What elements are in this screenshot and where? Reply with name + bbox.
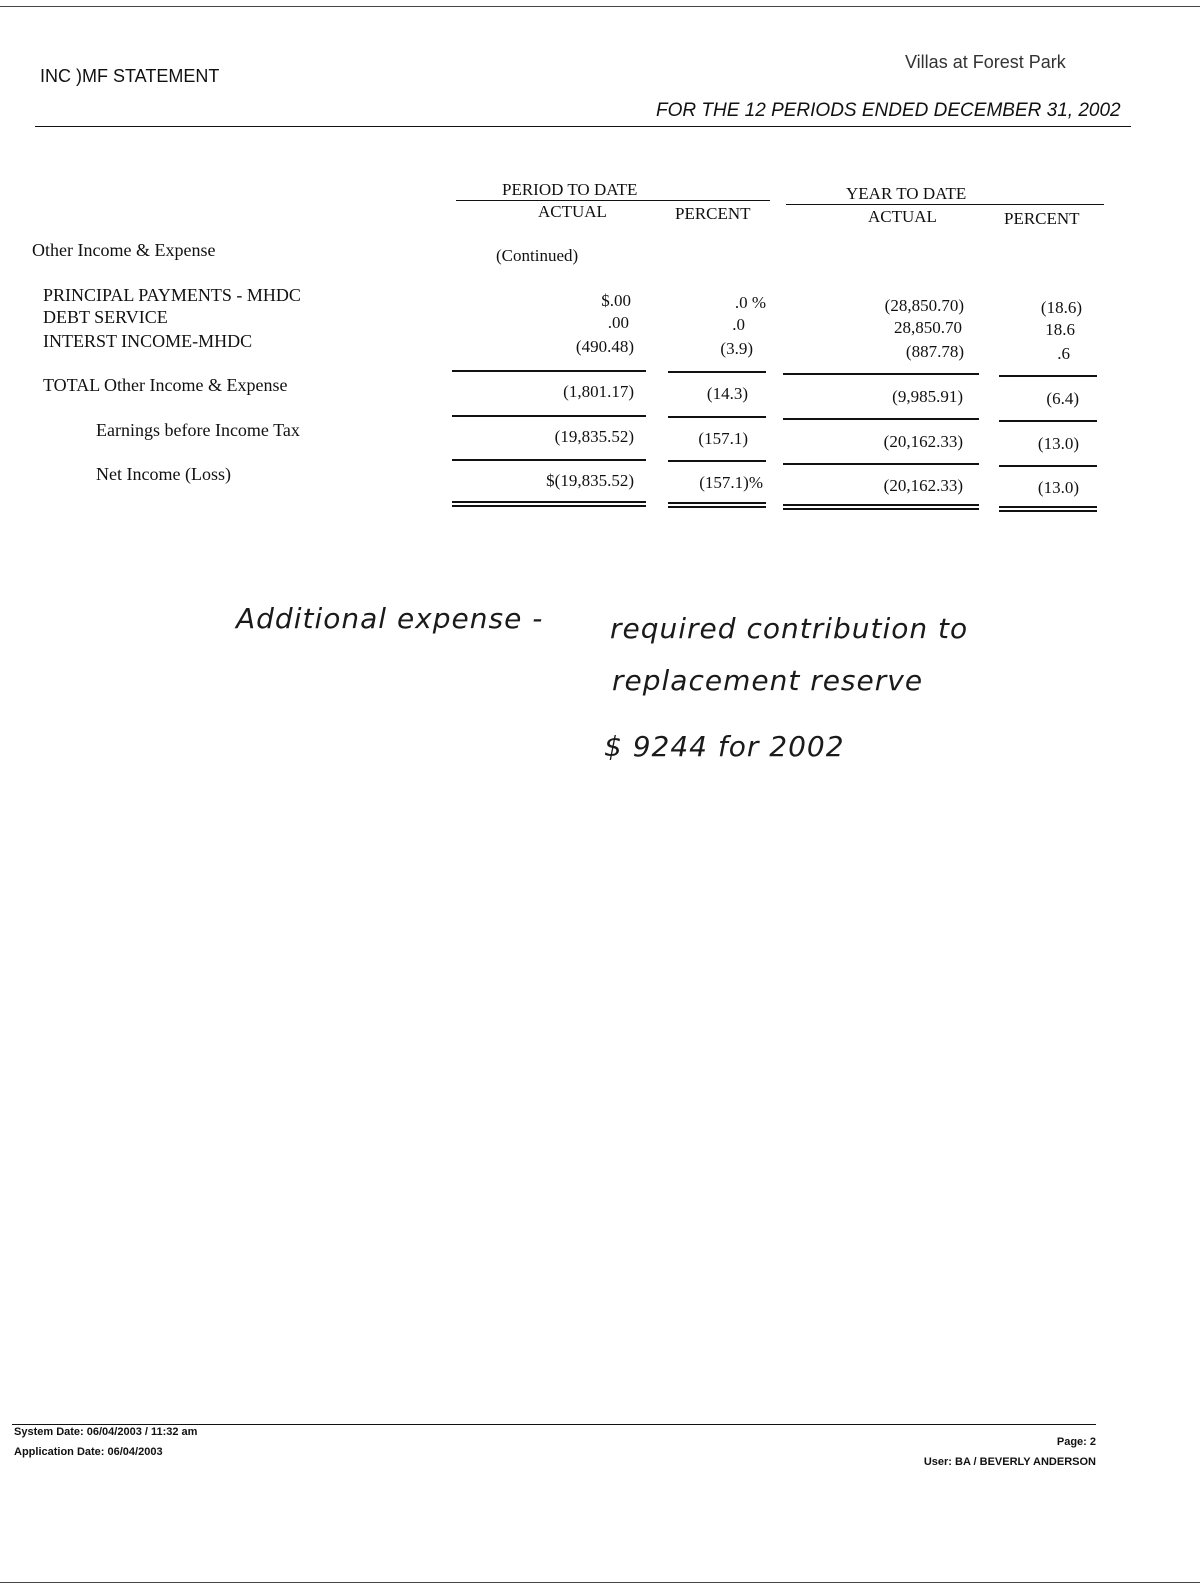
ptd-actual-value: .00: [607, 313, 629, 332]
ytd-actual-header: ACTUAL: [868, 207, 937, 226]
report-title: INC )MF STATEMENT: [40, 66, 220, 86]
ptd-actual-value: (1,801.17): [563, 382, 634, 401]
double-rule-ytd-actual-1: [783, 504, 979, 506]
row-label: Net Income (Loss): [96, 464, 231, 484]
ytd-actual-value: 28,850.70: [894, 318, 962, 337]
row-label: Earnings before Income Tax: [96, 420, 300, 440]
double-rule-ytd-percent-2: [999, 510, 1097, 512]
ptd-percent-value: (3.9): [720, 339, 753, 358]
ytd-group-heading: YEAR TO DATE: [846, 184, 967, 203]
handwritten-note-line1a: Additional expense -: [236, 602, 544, 635]
ytd-percent-header: PERCENT: [1004, 209, 1080, 228]
ptd-percent-header: PERCENT: [675, 204, 751, 223]
ytd-percent-value: 18.6: [1045, 320, 1075, 339]
system-date: System Date: 06/04/2003 / 11:32 am: [14, 1426, 198, 1438]
subtotal-rule-ytd-percent: [999, 375, 1097, 377]
ytd-actual-value: (9,985.91): [892, 387, 963, 406]
bottom-edge-line: [0, 1582, 1200, 1583]
subtotal-rule-ptd-percent: [668, 371, 766, 373]
handwritten-note-line3: $ 9244 for 2002: [604, 730, 845, 763]
double-rule-ptd-percent-1: [668, 502, 766, 504]
user-name: User: BA / BEVERLY ANDERSON: [923, 1456, 1096, 1468]
ptd-actual-value: $.00: [601, 291, 631, 310]
double-rule-ytd-actual-2: [783, 508, 979, 510]
row-label: INTERST INCOME-MHDC: [43, 331, 253, 351]
continued-note: (Continued): [496, 246, 579, 265]
top-edge-line: [0, 6, 1200, 7]
ytd-percent-value: (13.0): [1037, 478, 1079, 497]
net-rule-ytd-percent: [999, 465, 1097, 467]
ytd-percent-value: (6.4): [1046, 389, 1079, 408]
ytd-actual-value: (20,162.33): [883, 432, 963, 451]
double-rule-ytd-percent-1: [999, 506, 1097, 508]
net-rule-ytd-actual: [783, 463, 979, 465]
ytd-group-rule: [786, 204, 1104, 205]
ptd-actual-header: ACTUAL: [538, 202, 607, 221]
row-label: DEBT SERVICE: [43, 307, 168, 327]
ptd-actual-value: (490.48): [575, 337, 634, 356]
row-label: PRINCIPAL PAYMENTS - MHDC: [43, 285, 301, 305]
period-heading: FOR THE 12 PERIODS ENDED DECEMBER 31, 2002: [656, 100, 1121, 121]
double-rule-ptd-actual-2: [452, 505, 646, 507]
earnings-rule-ptd-actual: [452, 415, 646, 417]
subtotal-rule-ytd-actual: [783, 373, 979, 375]
ptd-group-rule: [456, 200, 770, 201]
application-date: Application Date: 06/04/2003: [14, 1446, 163, 1458]
ptd-percent-value: (157.1)%: [699, 473, 763, 492]
ytd-actual-value: (20,162.33): [883, 476, 963, 495]
row-label: TOTAL Other Income & Expense: [43, 375, 288, 395]
section-title: Other Income & Expense: [32, 240, 216, 260]
double-rule-ptd-actual-1: [452, 501, 646, 503]
net-rule-ptd-percent: [668, 460, 766, 462]
handwritten-note-line2: replacement reserve: [612, 664, 924, 697]
ptd-percent-value: (14.3): [706, 384, 748, 403]
ptd-percent-value: (157.1): [698, 429, 748, 448]
header-rule: [35, 126, 1131, 127]
handwritten-note-line1b: required contribution to: [610, 612, 969, 645]
double-rule-ptd-percent-2: [668, 506, 766, 508]
ytd-actual-value: (28,850.70): [884, 296, 964, 315]
subtotal-rule-ptd-actual: [452, 370, 646, 372]
ytd-actual-value: (887.78): [905, 342, 964, 361]
ytd-percent-value: .6: [1057, 344, 1070, 363]
ptd-percent-value: .0 %: [734, 293, 766, 312]
page-number: Page: 2: [1056, 1436, 1096, 1448]
earnings-rule-ytd-percent: [999, 420, 1097, 422]
property-name: Villas at Forest Park: [905, 52, 1066, 72]
footer-rule: [12, 1424, 1096, 1425]
earnings-rule-ytd-actual: [783, 418, 979, 420]
ptd-actual-value: $(19,835.52): [546, 471, 634, 490]
net-rule-ptd-actual: [452, 459, 646, 461]
ytd-percent-value: (13.0): [1037, 434, 1079, 453]
ptd-percent-value: .0: [732, 315, 745, 334]
ptd-group-heading: PERIOD TO DATE: [502, 180, 638, 199]
ytd-percent-value: (18.6): [1040, 298, 1082, 317]
ptd-actual-value: (19,835.52): [554, 427, 634, 446]
earnings-rule-ptd-percent: [668, 416, 766, 418]
